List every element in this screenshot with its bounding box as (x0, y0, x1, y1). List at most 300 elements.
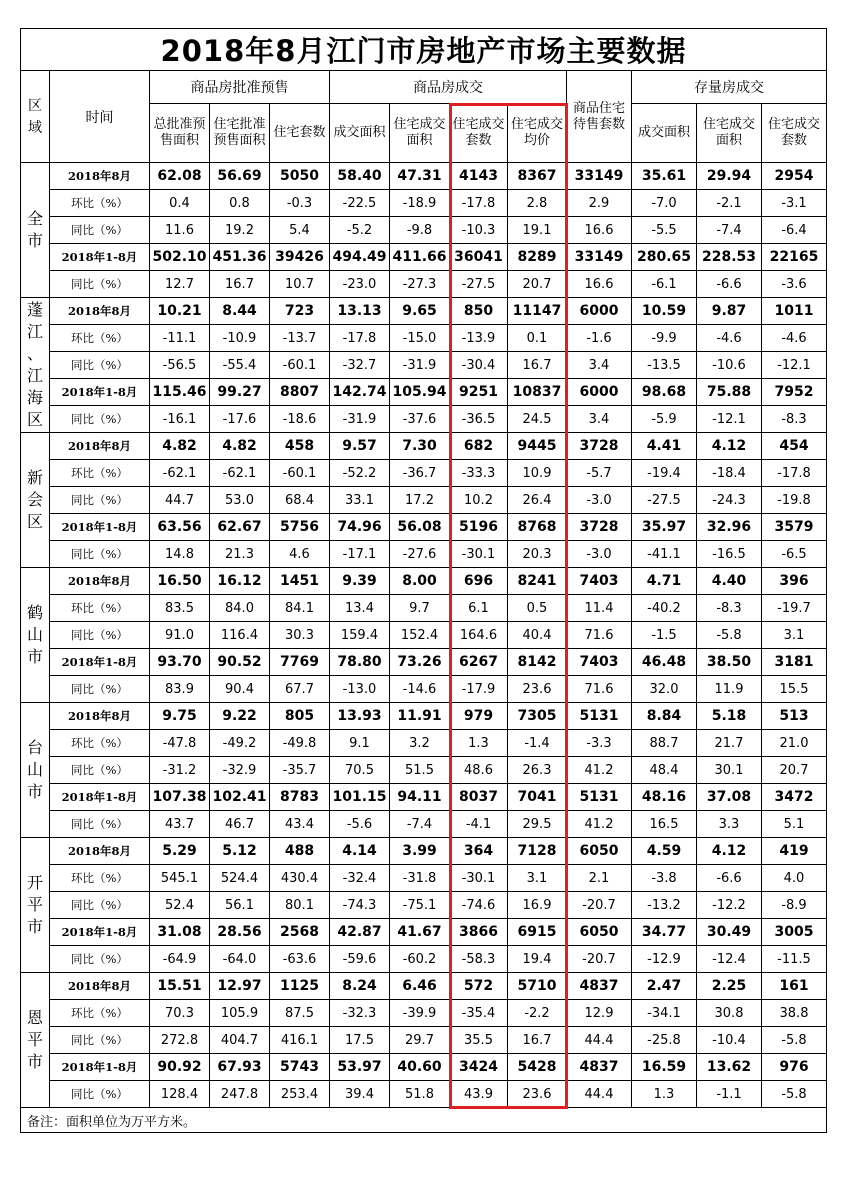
data-cell: 46.48 (632, 649, 697, 676)
data-cell: 20.7 (508, 271, 567, 298)
data-cell: 15.51 (150, 973, 210, 1000)
data-cell: 6.46 (390, 973, 450, 1000)
data-cell: 11147 (508, 298, 567, 325)
data-cell: 7128 (508, 838, 567, 865)
data-cell: 10.2 (450, 487, 508, 514)
header-time: 时间 (50, 71, 150, 163)
data-cell: 682 (450, 433, 508, 460)
data-cell: 56.1 (210, 892, 270, 919)
data-cell: -56.5 (150, 352, 210, 379)
data-cell: 416.1 (270, 1027, 330, 1054)
data-cell: 4.59 (632, 838, 697, 865)
data-cell: -60.1 (270, 352, 330, 379)
header-region (21, 71, 50, 163)
table-row (21, 541, 827, 568)
data-cell: -0.3 (270, 190, 330, 217)
row-label: 同比（%） (50, 487, 150, 514)
data-cell: -62.1 (210, 460, 270, 487)
table-row (21, 784, 827, 811)
data-cell: -3.0 (567, 541, 632, 568)
data-cell: 159.4 (330, 622, 390, 649)
data-cell: -10.9 (210, 325, 270, 352)
data-cell: -17.9 (450, 676, 508, 703)
data-cell: -6.4 (762, 217, 827, 244)
data-cell: -9.9 (632, 325, 697, 352)
data-cell: 4.12 (697, 433, 762, 460)
data-cell: 16.9 (508, 892, 567, 919)
data-cell: 26.4 (508, 487, 567, 514)
row-label: 2018年1-8月 (50, 649, 150, 676)
row-label: 2018年1-8月 (50, 244, 150, 271)
data-cell: 41.2 (567, 811, 632, 838)
data-cell: 37.08 (697, 784, 762, 811)
table-row (21, 352, 827, 379)
table-row (21, 514, 827, 541)
data-cell: 1.3 (632, 1081, 697, 1108)
data-cell: 47.31 (390, 163, 450, 190)
table-row (21, 217, 827, 244)
data-cell: -17.8 (450, 190, 508, 217)
data-cell: 33.1 (330, 487, 390, 514)
row-label: 同比（%） (50, 541, 150, 568)
data-cell: 2.8 (508, 190, 567, 217)
data-cell: 4.82 (150, 433, 210, 460)
data-cell: -16.5 (697, 541, 762, 568)
data-cell: 78.80 (330, 649, 390, 676)
data-cell: 5.29 (150, 838, 210, 865)
data-cell: 5710 (508, 973, 567, 1000)
table-row (21, 919, 827, 946)
data-cell: 91.0 (150, 622, 210, 649)
data-cell: 39.4 (330, 1081, 390, 1108)
data-cell: 4837 (567, 1054, 632, 1081)
data-cell: 8241 (508, 568, 567, 595)
table-row (21, 298, 827, 325)
data-cell: -36.7 (390, 460, 450, 487)
region-name: 开 平 市 (21, 838, 50, 973)
data-cell: 5756 (270, 514, 330, 541)
data-cell: -22.5 (330, 190, 390, 217)
data-cell: -3.0 (567, 487, 632, 514)
data-cell: -1.4 (508, 730, 567, 757)
data-cell: 62.67 (210, 514, 270, 541)
data-cell: 7403 (567, 649, 632, 676)
data-cell: -11.1 (150, 325, 210, 352)
table-row (21, 892, 827, 919)
data-cell: -60.2 (390, 946, 450, 973)
data-cell: 7952 (762, 379, 827, 406)
data-cell: -63.6 (270, 946, 330, 973)
data-cell: 5.1 (762, 811, 827, 838)
data-cell: 128.4 (150, 1081, 210, 1108)
data-cell: 43.9 (450, 1081, 508, 1108)
data-cell: 13.13 (330, 298, 390, 325)
data-cell: -19.7 (762, 595, 827, 622)
data-cell: 4.71 (632, 568, 697, 595)
header-group-stock: 存量房成交 (632, 71, 827, 104)
data-cell: -41.1 (632, 541, 697, 568)
data-cell: 33149 (567, 163, 632, 190)
data-cell: 107.38 (150, 784, 210, 811)
data-cell: 6000 (567, 298, 632, 325)
data-cell: 56.69 (210, 163, 270, 190)
data-cell: -18.4 (697, 460, 762, 487)
region-name: 蓬 江 、 江 海 区 (21, 298, 50, 433)
data-cell: 152.4 (390, 622, 450, 649)
data-cell: 7403 (567, 568, 632, 595)
data-cell: -36.5 (450, 406, 508, 433)
data-cell: 8.84 (632, 703, 697, 730)
data-cell: -13.7 (270, 325, 330, 352)
data-cell: 3472 (762, 784, 827, 811)
row-label: 同比（%） (50, 811, 150, 838)
data-cell: -64.9 (150, 946, 210, 973)
data-cell: -8.3 (697, 595, 762, 622)
data-cell: 44.7 (150, 487, 210, 514)
data-cell: 396 (762, 568, 827, 595)
data-cell: 9.75 (150, 703, 210, 730)
row-label: 2018年1-8月 (50, 784, 150, 811)
data-cell: 98.68 (632, 379, 697, 406)
data-cell: 164.6 (450, 622, 508, 649)
data-cell: -5.8 (762, 1027, 827, 1054)
data-cell: 9.1 (330, 730, 390, 757)
data-cell: 3579 (762, 514, 827, 541)
data-cell: 0.5 (508, 595, 567, 622)
data-cell: -27.6 (390, 541, 450, 568)
region-name: 新 会 区 (21, 433, 50, 568)
data-cell: -8.3 (762, 406, 827, 433)
data-cell: -13.2 (632, 892, 697, 919)
data-cell: 6.1 (450, 595, 508, 622)
data-cell: 68.4 (270, 487, 330, 514)
data-cell: 26.3 (508, 757, 567, 784)
data-cell: 105.9 (210, 1000, 270, 1027)
data-cell: -7.4 (390, 811, 450, 838)
row-label: 同比（%） (50, 1081, 150, 1108)
data-cell: 9445 (508, 433, 567, 460)
data-cell: 6050 (567, 919, 632, 946)
data-cell: 411.66 (390, 244, 450, 271)
data-cell: 16.12 (210, 568, 270, 595)
data-cell: 5196 (450, 514, 508, 541)
row-label: 同比（%） (50, 406, 150, 433)
data-cell: 976 (762, 1054, 827, 1081)
data-cell: 93.70 (150, 649, 210, 676)
column-header: 住宅成交套数 (450, 104, 508, 163)
data-cell: -10.3 (450, 217, 508, 244)
data-cell: 4.14 (330, 838, 390, 865)
data-cell: 5743 (270, 1054, 330, 1081)
table-row (21, 244, 827, 271)
table-row (21, 406, 827, 433)
data-cell: 67.7 (270, 676, 330, 703)
data-cell: 10.7 (270, 271, 330, 298)
data-cell: 2.9 (567, 190, 632, 217)
data-cell: 3.4 (567, 406, 632, 433)
table-row (21, 163, 827, 190)
data-cell: 572 (450, 973, 508, 1000)
data-cell: 51.8 (390, 1081, 450, 1108)
data-cell: 8.44 (210, 298, 270, 325)
data-cell: 11.4 (567, 595, 632, 622)
data-cell: -39.9 (390, 1000, 450, 1027)
data-cell: -62.1 (150, 460, 210, 487)
data-cell: 979 (450, 703, 508, 730)
data-cell: 53.0 (210, 487, 270, 514)
data-cell: -16.1 (150, 406, 210, 433)
data-cell: -7.0 (632, 190, 697, 217)
data-cell: -49.8 (270, 730, 330, 757)
data-cell: 1451 (270, 568, 330, 595)
data-cell: 19.2 (210, 217, 270, 244)
data-cell: 502.10 (150, 244, 210, 271)
table-row (21, 973, 827, 1000)
data-cell: -17.6 (210, 406, 270, 433)
data-cell: 29.94 (697, 163, 762, 190)
data-cell: 20.7 (762, 757, 827, 784)
region-name: 鹤 山 市 (21, 568, 50, 703)
data-cell: 3.3 (697, 811, 762, 838)
row-label: 同比（%） (50, 946, 150, 973)
data-cell: 90.4 (210, 676, 270, 703)
data-cell: 67.93 (210, 1054, 270, 1081)
data-cell: 16.59 (632, 1054, 697, 1081)
data-cell: 3728 (567, 433, 632, 460)
data-cell: 280.65 (632, 244, 697, 271)
data-cell: 2.25 (697, 973, 762, 1000)
data-cell: -5.7 (567, 460, 632, 487)
data-cell: 16.6 (567, 217, 632, 244)
row-label: 2018年8月 (50, 568, 150, 595)
data-cell: 6267 (450, 649, 508, 676)
data-cell: 4.6 (270, 541, 330, 568)
data-cell: -3.6 (762, 271, 827, 298)
data-cell: 35.97 (632, 514, 697, 541)
column-header: 住宅成交均价 (508, 104, 567, 163)
data-cell: 7305 (508, 703, 567, 730)
table-row (21, 676, 827, 703)
data-cell: -4.6 (762, 325, 827, 352)
data-cell: 20.3 (508, 541, 567, 568)
data-cell: 272.8 (150, 1027, 210, 1054)
data-cell: 30.1 (697, 757, 762, 784)
data-cell: 8142 (508, 649, 567, 676)
table-row (21, 271, 827, 298)
data-cell: 8783 (270, 784, 330, 811)
data-cell: -27.3 (390, 271, 450, 298)
data-cell: -5.9 (632, 406, 697, 433)
data-cell: 30.8 (697, 1000, 762, 1027)
data-cell: 40.60 (390, 1054, 450, 1081)
row-label: 2018年8月 (50, 703, 150, 730)
data-cell: 23.6 (508, 1081, 567, 1108)
data-cell: -75.1 (390, 892, 450, 919)
data-cell: 33149 (567, 244, 632, 271)
data-cell: 4.41 (632, 433, 697, 460)
data-cell: 513 (762, 703, 827, 730)
data-cell: -10.4 (697, 1027, 762, 1054)
data-cell: 253.4 (270, 1081, 330, 1108)
data-cell: -33.3 (450, 460, 508, 487)
data-cell: -32.3 (330, 1000, 390, 1027)
data-cell: 419 (762, 838, 827, 865)
data-cell: -5.5 (632, 217, 697, 244)
data-cell: -19.4 (632, 460, 697, 487)
region-name: 台 山 市 (21, 703, 50, 838)
data-cell: 12.9 (567, 1000, 632, 1027)
table-row (21, 568, 827, 595)
data-cell: 34.77 (632, 919, 697, 946)
data-cell: 2.1 (567, 865, 632, 892)
data-cell: -49.2 (210, 730, 270, 757)
data-cell: -25.8 (632, 1027, 697, 1054)
data-cell: 5428 (508, 1054, 567, 1081)
data-cell: -1.6 (567, 325, 632, 352)
region-name: 全 市 (21, 163, 50, 298)
data-cell: 51.5 (390, 757, 450, 784)
row-label: 环比（%） (50, 730, 150, 757)
data-cell: 30.3 (270, 622, 330, 649)
data-cell: 53.97 (330, 1054, 390, 1081)
data-cell: 9.7 (390, 595, 450, 622)
data-cell: 70.3 (150, 1000, 210, 1027)
row-label: 2018年8月 (50, 973, 150, 1000)
data-cell: 16.7 (508, 352, 567, 379)
data-cell: 3.1 (762, 622, 827, 649)
data-cell: 71.6 (567, 622, 632, 649)
data-cell: -6.1 (632, 271, 697, 298)
table-row (21, 1054, 827, 1081)
data-cell: 5131 (567, 784, 632, 811)
table-row (21, 595, 827, 622)
data-cell: 35.5 (450, 1027, 508, 1054)
data-cell: 12.97 (210, 973, 270, 1000)
data-cell: 9.65 (390, 298, 450, 325)
data-cell: -35.7 (270, 757, 330, 784)
data-cell: 44.4 (567, 1027, 632, 1054)
data-cell: 41.67 (390, 919, 450, 946)
data-cell: 4.0 (762, 865, 827, 892)
data-cell: -4.6 (697, 325, 762, 352)
table-row (21, 946, 827, 973)
data-cell: -3.1 (762, 190, 827, 217)
row-label: 环比（%） (50, 190, 150, 217)
data-cell: -6.6 (697, 271, 762, 298)
data-cell: -20.7 (567, 892, 632, 919)
data-cell: 32.96 (697, 514, 762, 541)
data-cell: 16.5 (632, 811, 697, 838)
data-cell: 9.39 (330, 568, 390, 595)
data-cell: 42.87 (330, 919, 390, 946)
table-row (21, 649, 827, 676)
data-cell: -15.0 (390, 325, 450, 352)
data-cell: 115.46 (150, 379, 210, 406)
column-header: 住宅成交面积 (697, 104, 762, 163)
data-cell: -59.6 (330, 946, 390, 973)
data-cell: 40.4 (508, 622, 567, 649)
row-label: 同比（%） (50, 271, 150, 298)
data-cell: -27.5 (632, 487, 697, 514)
data-cell: -7.4 (697, 217, 762, 244)
data-cell: 850 (450, 298, 508, 325)
data-cell: 16.6 (567, 271, 632, 298)
data-cell: 13.62 (697, 1054, 762, 1081)
data-cell: 30.49 (697, 919, 762, 946)
header-group-presale: 商品房批准预售 (150, 71, 330, 104)
data-cell: -60.1 (270, 460, 330, 487)
data-cell: -35.4 (450, 1000, 508, 1027)
data-cell: 15.5 (762, 676, 827, 703)
data-cell: 70.5 (330, 757, 390, 784)
data-cell: 4.40 (697, 568, 762, 595)
data-cell: 404.7 (210, 1027, 270, 1054)
data-cell: 3866 (450, 919, 508, 946)
column-header: 总批准预售面积 (150, 104, 210, 163)
column-header: 住宅批准预售面积 (210, 104, 270, 163)
data-cell: 10837 (508, 379, 567, 406)
data-cell: 3.4 (567, 352, 632, 379)
table-row (21, 622, 827, 649)
data-cell: 43.7 (150, 811, 210, 838)
data-cell: 19.4 (508, 946, 567, 973)
data-cell: -27.5 (450, 271, 508, 298)
data-cell: -12.1 (762, 352, 827, 379)
data-cell: 4837 (567, 973, 632, 1000)
data-cell: 6050 (567, 838, 632, 865)
data-cell: -17.1 (330, 541, 390, 568)
table-row (21, 1000, 827, 1027)
data-cell: 13.4 (330, 595, 390, 622)
data-cell: -5.2 (330, 217, 390, 244)
row-label: 环比（%） (50, 595, 150, 622)
report-document (20, 28, 826, 1133)
data-cell: 48.16 (632, 784, 697, 811)
data-cell: 39426 (270, 244, 330, 271)
data-cell: 22165 (762, 244, 827, 271)
data-cell: 16.7 (508, 1027, 567, 1054)
row-label: 2018年8月 (50, 838, 150, 865)
table-row (21, 433, 827, 460)
data-cell: 161 (762, 973, 827, 1000)
table-row (21, 1081, 827, 1108)
table-row (21, 325, 827, 352)
data-cell: -19.8 (762, 487, 827, 514)
data-cell: -5.6 (330, 811, 390, 838)
data-cell: 7769 (270, 649, 330, 676)
row-label: 2018年1-8月 (50, 379, 150, 406)
data-cell: 94.11 (390, 784, 450, 811)
data-cell: 90.92 (150, 1054, 210, 1081)
data-cell: -31.9 (390, 352, 450, 379)
data-cell: 83.9 (150, 676, 210, 703)
row-label: 环比（%） (50, 460, 150, 487)
data-cell: 8768 (508, 514, 567, 541)
data-cell: 46.7 (210, 811, 270, 838)
data-cell: -1.1 (697, 1081, 762, 1108)
data-cell: -13.5 (632, 352, 697, 379)
table-row (21, 838, 827, 865)
data-cell: 105.94 (390, 379, 450, 406)
column-header: 成交面积 (330, 104, 390, 163)
data-cell: -5.8 (762, 1081, 827, 1108)
data-cell: 14.8 (150, 541, 210, 568)
data-cell: -74.3 (330, 892, 390, 919)
table-row (21, 757, 827, 784)
data-cell: 0.1 (508, 325, 567, 352)
row-label: 2018年8月 (50, 433, 150, 460)
data-cell: 56.08 (390, 514, 450, 541)
